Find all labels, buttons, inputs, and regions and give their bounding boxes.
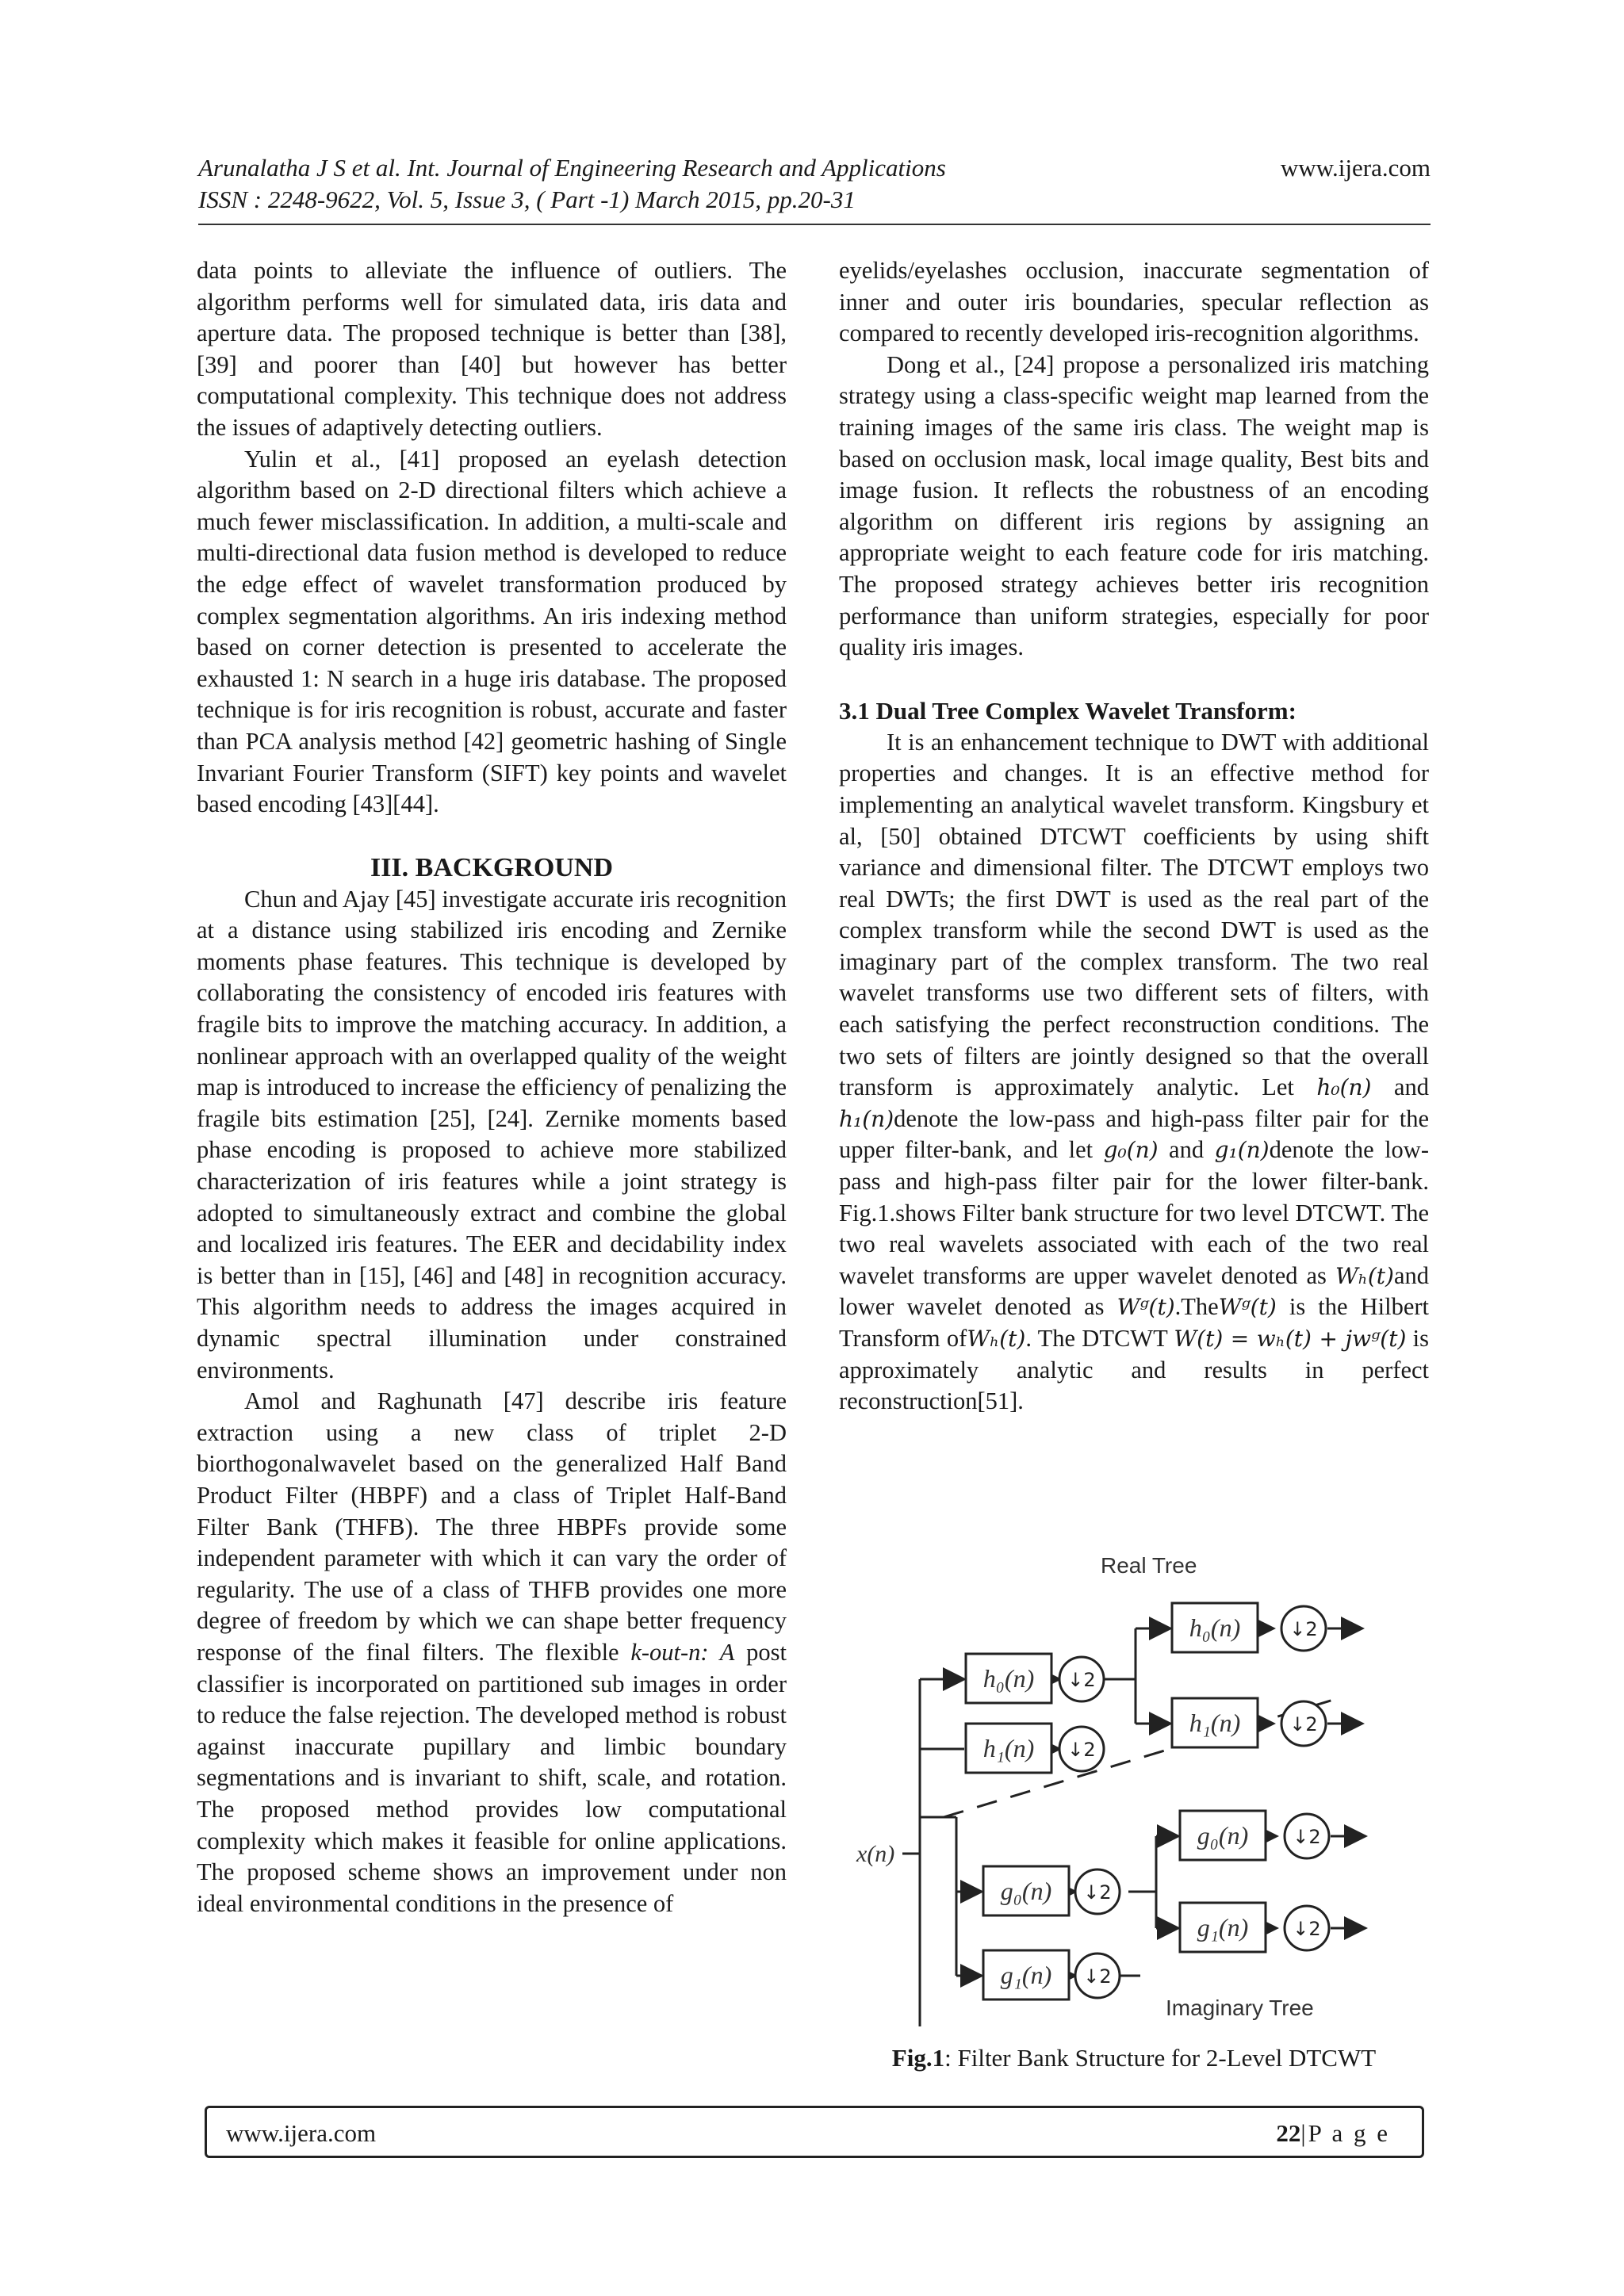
page-number [1276, 2118, 1390, 2149]
left-column [197, 255, 787, 1919]
left-paragraph-1: data points to alleviate the influence of outliers. The algorithm performs well for simulated data, iris data and aperture data. The proposed technique is better than [38], [39] and poorer than [40] but however has better computational complexity. This technique does not address the issues of adaptively detecting outliers. [197, 257, 787, 441]
downsample-label: ↓2 [1293, 1826, 1321, 1848]
math-wh-2: Wₕ(t) [967, 1326, 1026, 1352]
filter-label-h0: h₀(n) [982, 1664, 1035, 1693]
downsample-label: ↓2 [1083, 1881, 1112, 1904]
input-xn-label: x(n) [856, 1841, 895, 1867]
imaginary-tree-label: Imaginary Tree [1166, 1996, 1314, 2020]
filter-label-h0: h₀(n) [1189, 1613, 1241, 1642]
filter-bank-figure [839, 1551, 1429, 2074]
p3-text-d: and lower wavelet denoted as [839, 1261, 1429, 1321]
math-dtcwt-equation: W(t) = wₕ(t) + jwᵍ(t) [1174, 1326, 1407, 1352]
math-wh: Wₕ(t) [1335, 1262, 1394, 1289]
filter-label-g0: g₀(n) [1197, 1821, 1249, 1850]
p4-part-b: post classifier is incorporated on partitioned sub images in order to reduce the false rejection. The developed method is robust against inaccurate pupillary and limbic boundary segmentations and is invariant to shift, scale, and rotation. The proposed method provides low computational complexity which makes it feasible for online applications. The proposed scheme shows an improvement under non ideal environmental conditions in the presence of [197, 1638, 787, 1917]
p3-and-2: and [1158, 1136, 1215, 1164]
filter-label-h1: h₁(n) [982, 1734, 1035, 1762]
math-g0: g₀(n) [1103, 1137, 1159, 1164]
downsample-label: ↓2 [1067, 1669, 1096, 1691]
p3-text-g: . The DTCWT [1025, 1325, 1174, 1352]
left-paragraph-2: Yulin et al., [41] proposed an eyelash detection algorithm based on 2-D directional filters which achieve a much fewer misclassification. In addition, a multi-scale and multi-directional data fusion method is developed to reduce the edge effect of wavelet transformation produced by complex segmentation algorithms. An iris indexing method based on corner detection is presented to accelerate the exhausted 1: N search in a huge iris database. The proposed technique is for iris recognition is robust, accurate and faster than PCA analysis method [42] geometric hashing of Single Invariant Fourier Transform (SIFT) key points and wavelet based encoding [43][44]. [197, 445, 787, 818]
p4-italic: k-out-n: A [630, 1638, 735, 1666]
filter-label-g1: g₁(n) [1000, 1961, 1052, 1989]
filter-label-g0: g₀(n) [1000, 1877, 1052, 1905]
downsample-label: ↓2 [1289, 1618, 1318, 1640]
filter-label-g1: g₁(n) [1197, 1913, 1249, 1942]
header-website: www.ijera.com [1280, 154, 1431, 182]
math-wg: Wᵍ(t) [1116, 1294, 1175, 1321]
p3-text-b: denote the low-pass and high-pass filter pair for the upper filter-bank, and let [839, 1104, 1429, 1164]
caption-label: Fig.1 [891, 2044, 945, 2072]
page-header [198, 152, 1431, 225]
issn-line: ISSN : 2248-9622, Vol. 5, Issue 3, ( Part -1) March 2015, pp.20-31 [198, 186, 856, 213]
page-number-value: 22 [1276, 2119, 1301, 2147]
journal-line: Arunalatha J S et al. Int. Journal of Engineering Research and Applications [198, 154, 946, 182]
p3-text-h: is approximately analytic and results in perfect reconstruction[51]. [839, 1325, 1429, 1415]
p3-text-f: is the Hilbert Transform of [839, 1293, 1429, 1352]
right-column [839, 255, 1429, 1418]
p3-text-c: denote the low-pass and high-pass filter pair for the lower filter-bank. Fig.1.shows Filter bank structure for two level DTCWT. The two real wavelets associated with each of the two real wavelet transforms are upper wavelet denoted as [839, 1136, 1429, 1289]
figure-caption [839, 2042, 1429, 2074]
math-h0: h₀(n) [1316, 1074, 1372, 1101]
subsection-heading-dtcwt: 3.1 Dual Tree Complex Wavelet Transform: [839, 696, 1297, 725]
math-wg-2: Wᵍ(t) [1218, 1294, 1277, 1321]
left-paragraph-3: Chun and Ajay [45] investigate accurate iris recognition at a distance using stabilized iris encoding and Zernike moments phase features. This technique is developed by collaborating the consistency of encoded iris features with fragile bits to improve the matching accuracy. In addition, a nonlinear approach with an overlapped quality of the weight map is introduced to increase the efficiency of penalizing the fragile bits estimation [25], [24]. Zernike moments based phase encoding is proposed to achieve more stabilized characterization of iris features while a joint strategy is adopted to simultaneously extract and combine the global and localized iris features. The EER and decidability index is better than in [15], [46] and [48] in recognition accuracy. This algorithm needs to address the images acquired in dynamic spectral illumination under constrained environments. [197, 885, 787, 1383]
downsample-label: ↓2 [1289, 1713, 1318, 1735]
p3-text-e: .The [1174, 1293, 1219, 1321]
right-paragraph-1: eyelids/eyelashes occlusion, inaccurate segmentation of inner and outer iris boundaries, specular reflection as compared to recently developed iris-recognition algorithms. [839, 257, 1429, 347]
p4-part-a: Amol and Raghunath [47] describe iris feature extraction using a new class of triplet 2-D biorthogonalwavelet based on the generalized Half Band Product Filter (HBPF) and a class of Triplet Half-Band Filter Bank (THFB). The three HBPFs provide some independent parameter with which it can vary the order of regularity. The use of a class of THFB provides one more degree of freedom by which we can shape better frequency response of the final filters. The flexible [197, 1387, 787, 1666]
downsample-label: ↓2 [1293, 1918, 1321, 1940]
section-heading-background: III. BACKGROUND [370, 852, 614, 882]
p3-text-a: It is an enhancement technique to DWT with additional properties and changes. It is an effective method for implementing an analytical wavelet transform. Kingsbury et al, [50] obtained DTCWT coefficients by using shift variance and dimensional filter. The DTCWT employs two real DWTs; the first DWT is used as the real part of the complex transform while the second DWT is used as the imaginary part of the complex transform. The two real wavelet transforms use two different sets of filters, with each satisfying the perfect reconstruction conditions. The two sets of filters are jointly designed so that the overall transform is approximately analytic. Let [839, 728, 1429, 1101]
real-tree-label: Real Tree [1101, 1553, 1197, 1578]
right-paragraph-3 [839, 727, 1429, 1418]
p3-and-1: and [1371, 1073, 1429, 1101]
right-paragraph-2: Dong et al., [24] propose a personalized iris matching strategy using a class-specific weight map learned from the training images of the same iris class. The weight map is based on occlusion mask, local image quality, Best bits and image fusion. It reflects the robustness of an encoding algorithm on different iris regions by assigning an appropriate weight to each feature code for iris matching. The proposed strategy achieves better iris recognition performance than uniform strategies, especially for poor quality iris images. [839, 350, 1429, 661]
page-label: |P a g e [1300, 2119, 1390, 2147]
math-h1: h₁(n) [839, 1105, 894, 1132]
page-footer [205, 2106, 1424, 2158]
footer-website: www.ijera.com [226, 2119, 377, 2147]
caption-text: : Filter Bank Structure for 2-Level DTCWT [944, 2044, 1377, 2072]
filter-bank-diagram [839, 1551, 1429, 2042]
downsample-label: ↓2 [1067, 1739, 1096, 1761]
filter-label-h1: h₁(n) [1189, 1709, 1241, 1737]
math-g1: g₁(n) [1214, 1137, 1270, 1164]
left-paragraph-4 [197, 1386, 787, 1919]
downsample-label: ↓2 [1083, 1965, 1112, 1988]
